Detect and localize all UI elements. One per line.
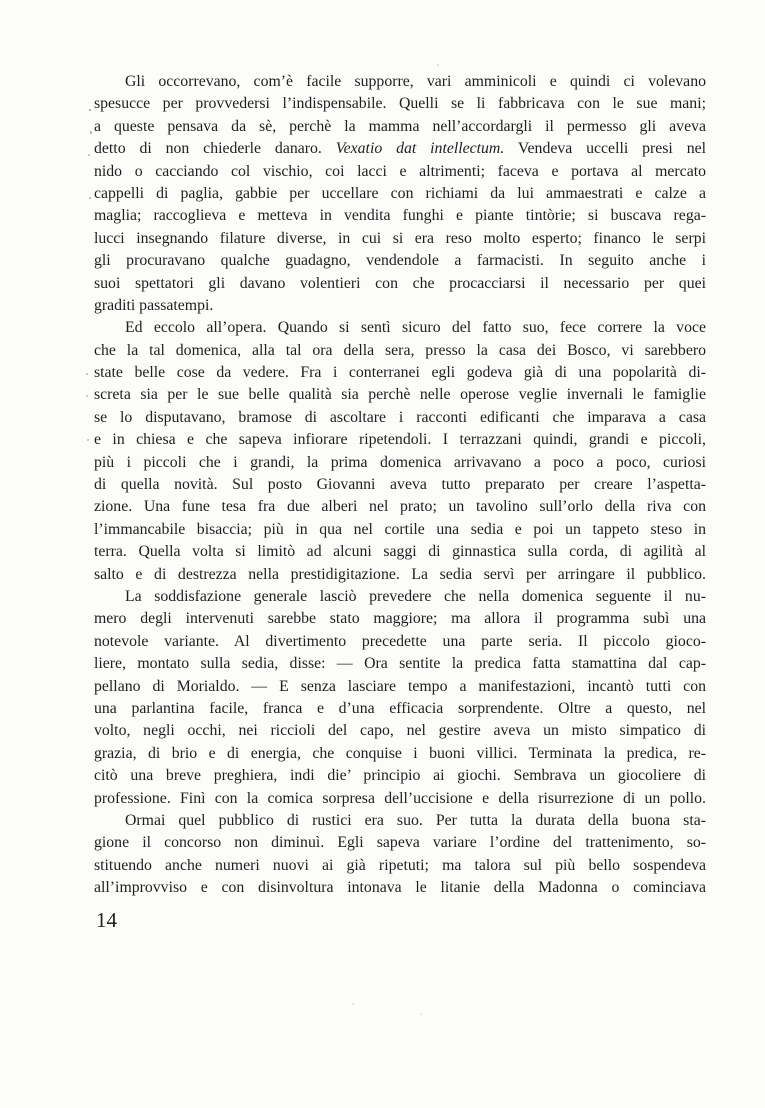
text-line: spesucce per provvedersi l’indispensabile. Quelli se li fabbricava con le sue mani; [94,95,706,113]
text-line: cappelli di paglia, gabbie per uccellare con richiami da lui ammaestrati e calze a [94,184,706,202]
text-line: grazia, di brio e di energia, che conquise i buoni villici. Terminata la predica, re- [94,744,706,762]
italic-phrase: Vexatio dat intellectum. [335,140,505,158]
text-line: professione. Finì con la comica sorpresa dell’uccisione e della risurrezione di un pollo. [94,789,706,807]
text-line: a queste pensava da sè, perchè la mamma nell’accordargli il permesso gli aveva [94,117,706,135]
text-line: che la tal domenica, alla tal ora della sera, presso la casa dei Bosco, vi sarebbero [94,341,706,359]
scan-speck [86,395,88,397]
text-line: e in chiesa e che sapeva infiorare ripetendoli. I terrazzani quindi, grandi e piccoli, [94,431,706,449]
scan-speck [86,373,88,375]
text-line: Gli occorrevano, com’è facile supporre, vari amminicoli e quindi ci volevano [125,73,706,90]
scan-speck [88,154,90,156]
scan-speck [89,109,91,111]
text-line: più i piccoli che i grandi, la prima domenica arrivavano a poco a poco, curiosi [94,453,706,471]
text-line: mero degli intervenuti sarebbe stato maggiore; ma allora il programma subì una [94,610,706,628]
text-line: all’improvviso e con disinvoltura intonava le litanie della Madonna o cominciava [94,879,706,897]
text-line: Ormai quel pubblico di rustici era suo. Per tutta la durata della buona sta- [125,811,706,829]
scan-speck [420,1013,422,1015]
text-line: gli procuravano qualche guadagno, vendendole a farmacisti. In seguito anche i [94,252,706,270]
scan-speck [437,64,439,66]
text-line: stituendo anche numeri nuovi ai già ripetuti; ma talora sul più bello sospendeva [94,856,706,874]
page-number: 14 [96,908,117,932]
text-line: l’immancabile bisaccia; più in qua nel cortile una sedia e poi un tappeto steso in [94,520,706,538]
text-line: lucci insegnando filature diverse, in cui si era reso molto esperto; financo le serpi [94,229,706,247]
text-line: zione. Una fune tesa fra due alberi nel prato; un tavolino sull’orlo della riva con [94,498,706,516]
text-line: detto di non chiederle danaro. Vexatio dat intellectum. Vendeva uccelli presi nel [94,140,706,158]
text-line: una parlantina facile, franca e d’una efficacia sorprendente. Oltre a questo, nel [94,699,706,717]
text-line: salto e di destrezza nella prestidigitazione. La sedia servì per arringare il pubblico. [94,565,706,583]
text-line: citò una breve preghiera, indi die’ principio ai giochi. Sembrava un giocoliere di [94,767,706,785]
text-line: gione il concorso non diminuì. Egli sapeva variare l’ordine del trattenimento, so- [94,834,706,852]
text-line: pellano di Morialdo. — E senza lasciare tempo a manifestazioni, incantò tutti con [94,677,706,695]
text-line: screta sia per le sue belle qualità sia perchè nelle operose veglie invernali le famiglie [94,386,706,404]
scan-speck [87,439,89,441]
text-line: terra. Quella volta si limitò ad alcuni saggi di ginnastica sulla corda, di agilità al [94,543,706,561]
text-line: nido o cacciando col vischio, coi lacci e altrimenti; faceva e portava al mercato [94,162,706,180]
scan-speck [352,1003,354,1005]
text-line: notevole variante. Al divertimento precedette una parte seria. Il piccolo gioco- [94,632,706,650]
text-line: volto, negli occhi, nei riccioli del capo, nel gestire aveva un misto simpatico di [94,722,706,740]
scan-speck [90,131,92,134]
text-line: suoi spettatori gli davano volentieri con che procacciarsi il necessario per quei [94,274,706,292]
text-line: state belle cose da vedere. Fra i conterranei egli godeva già di una popolarità di- [94,364,706,382]
text-line: graditi passatempi. [94,296,214,314]
text-line: La soddisfazione generale lasciò prevedere che nella domenica seguente il nu- [125,587,706,605]
scan-speck [89,197,91,199]
page-body-text [94,71,706,899]
text-line: Ed eccolo all’opera. Quando si sentì sicuro del fatto suo, fece correre la voce [125,319,706,337]
text-line: di quella novità. Sul posto Giovanni aveva tutto preparato per creare l’aspetta- [94,476,706,494]
text-line: maglia; raccoglieva e metteva in vendita funghi e piante tintòrie; si buscava rega- [94,207,706,225]
text-line: liere, montato sulla sedia, disse: — Ora sentite la predica fatta stamattina dal cap- [94,655,706,673]
text-line: se lo disputavano, bramose di ascoltare i racconti edificanti che imparava a casa [94,408,706,426]
